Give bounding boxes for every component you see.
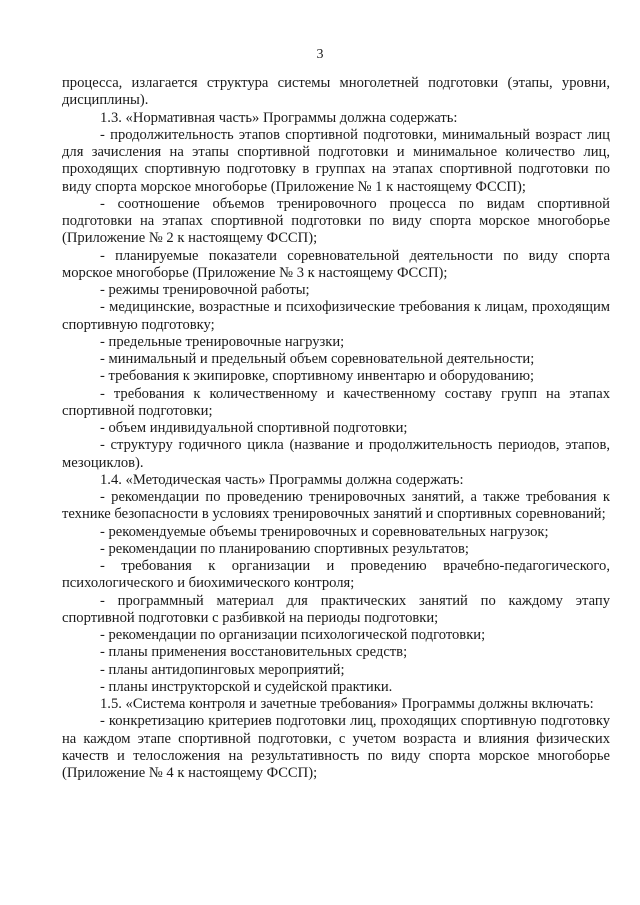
list-item: - минимальный и предельный объем соревновательной деятельности; [100, 351, 535, 367]
section-heading-1-3: 1.3. «Нормативная часть» Программы должна содержать: [100, 109, 458, 126]
list-item: - конкретизацию критериев подготовки лиц, проходящих спортивную подготовку на каждом этапе спортивной подготовки, с учетом возраста и влияния физических качеств и телосложения на результативность по виду спорта морское многоборье (Приложение № 4 к настоящему ФССП); [62, 713, 610, 781]
list-item: - требования к количественному и качественному составу групп на этапах спортивной подготовки; [62, 385, 610, 419]
page-number: 3 [316, 47, 324, 62]
list-item: - рекомендации по проведению тренировочных занятий, а также требования к технике безопасности в условиях тренировочных занятий и спортивных соревнований; [62, 489, 610, 523]
list-item: - медицинские, возрастные и психофизические требования к лицам, проходящим спортивную подготовку; [62, 299, 610, 333]
list-item: - структуру годичного цикла (название и продолжительность периодов, этапов, мезоциклов). [62, 437, 610, 471]
list-item: - требования к экипировке, спортивному инвентарю и оборудованию; [100, 368, 535, 385]
section-heading-1-4: 1.4. «Методическая часть» Программы должна содержать: [100, 471, 464, 488]
list-item: - рекомендации по организации психологической подготовки; [100, 627, 486, 643]
list-item: - планы инструкторской и судейской практики. [100, 678, 393, 695]
list-item: - требования к организации и проведению врачебно-педагогического, психологического и биохимического контроля; [62, 558, 610, 592]
section-heading-1-5: 1.5. «Система контроля и зачетные требования» Программы должны включать: [100, 696, 594, 712]
list-item: - программный материал для практических занятий по каждому этапу спортивной подготовки с разбивкой на периоды подготовки; [62, 592, 610, 626]
list-item: - соотношение объемов тренировочного процесса по видам спортивной подготовки на этапах спортивной подготовки по виду спорта морское многоборье (Приложение № 2 к настоящему ФССП); [62, 195, 610, 247]
paragraph-continuation: процесса, излагается структура системы многолетней подготовки (этапы, уровни, дисциплины). [62, 75, 610, 109]
list-item: - планы применения восстановительных средств; [100, 644, 408, 661]
list-item: - режимы тренировочной работы; [100, 282, 310, 298]
list-item: - планируемые показатели соревновательной деятельности по виду спорта морское многоборье (Приложение № 3 к настоящему ФССП); [62, 247, 610, 281]
list-item: - рекомендации по планированию спортивных результатов; [100, 540, 469, 557]
list-item: - продолжительность этапов спортивной подготовки, минимальный возраст лиц для зачисления на этапы спортивной подготовки и минимальное количество лиц, проходящих спортивную подготовку в группах на этапах спортивной подготовки по виду спорта морское многоборье (Приложение № 1 к настоящему ФССП); [62, 126, 610, 195]
list-item: - рекомендуемые объемы тренировочных и соревновательных нагрузок; [100, 523, 549, 540]
document-body [62, 75, 610, 782]
list-item: - объем индивидуальной спортивной подготовки; [100, 420, 408, 436]
list-item: - предельные тренировочные нагрузки; [100, 333, 345, 350]
list-item: - планы антидопинговых мероприятий; [100, 661, 345, 678]
